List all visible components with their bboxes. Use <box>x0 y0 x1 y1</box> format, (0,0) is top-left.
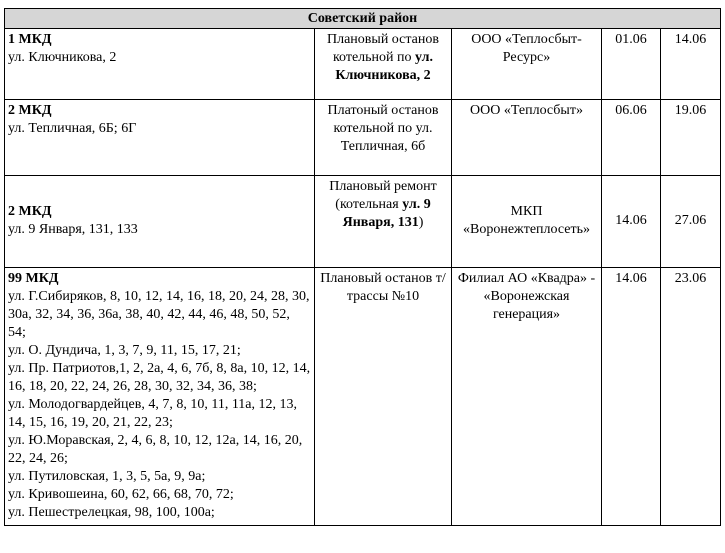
end-date: 19.06 <box>674 103 707 118</box>
address-line: ул. Кривошеина, 60, 62, 66, 68, 70, 72; <box>8 487 234 502</box>
reason-cell <box>315 100 452 176</box>
reason-text: Плановый останов т/трассы №10 <box>320 271 446 304</box>
address-line: ул. Молодогвардейцев, 4, 7, 8, 10, 11, 11а, 12, 13, 14, 15, 16, 19, 20, 21, 22, 23; <box>8 397 298 430</box>
address-line: ул. Г.Сибиряков, 8, 10, 12, 14, 16, 18, 20, 24, 28, 30, 30а, 32, 34, 36, 36а, 38, 40, 42, 44, 46, 48, 50, 52, 54; <box>8 289 310 340</box>
organization-cell <box>452 29 602 100</box>
address-text: ул. 9 Января, 131, 133 <box>8 222 138 237</box>
reason-tail-text: ) <box>418 215 424 230</box>
address-line: ул. Ю.Моравская, 2, 4, 6, 8, 10, 12, 12а, 14, 16, 20, 22, 24, 26; <box>8 433 303 466</box>
organization-cell <box>452 176 602 268</box>
end-date-cell <box>661 176 721 268</box>
building-count: 99 МКД <box>8 271 59 286</box>
address-line: ул. Пешестрелецкая, 98, 100, 100а; <box>8 505 215 520</box>
building-count: 2 МКД <box>8 103 52 118</box>
address-text: ул. Ключникова, 2 <box>8 50 117 65</box>
reason-text: Плановый ремонт (котельная <box>329 179 437 212</box>
end-date: 27.06 <box>674 213 707 228</box>
reason-cell <box>315 29 452 100</box>
end-date-cell <box>661 29 721 100</box>
organization-cell <box>452 268 602 526</box>
organization-name: ООО «Теплосбыт» <box>470 103 583 118</box>
address-line: ул. Путиловская, 1, 3, 5, 5а, 9, 9а; <box>8 469 206 484</box>
organization-name: Филиал АО «Квадра» - «Воронежская генерация» <box>457 271 596 322</box>
start-date: 01.06 <box>615 32 647 47</box>
table-row <box>5 176 721 268</box>
reason-bold-text: ул. 9 Января, 131 <box>342 197 431 230</box>
organization-cell <box>452 100 602 176</box>
address-cell <box>5 100 315 176</box>
address-text: ул. Тепличная, 6Б; 6Г <box>8 121 137 136</box>
start-date-cell <box>602 29 661 100</box>
table-row <box>5 100 721 176</box>
reason-text: Платоный останов котельной по ул. Тепличная, 6б <box>327 103 439 154</box>
start-date-cell <box>602 100 661 176</box>
reason-text: Плановый останов котельной по <box>327 32 439 65</box>
building-count: 1 МКД <box>8 32 52 47</box>
table-row <box>5 268 721 526</box>
start-date-cell <box>602 268 661 526</box>
district-header-row <box>5 9 721 29</box>
outage-schedule-table <box>4 8 721 526</box>
address-line: ул. О. Дундича, 1, 3, 7, 9, 11, 15, 17, 21; <box>8 343 241 358</box>
end-date-cell <box>661 268 721 526</box>
organization-name: МКП «Воронежтеплосеть» <box>463 204 590 237</box>
end-date-cell <box>661 100 721 176</box>
building-count: 2 МКД <box>8 204 52 219</box>
reason-cell <box>315 176 452 268</box>
end-date: 14.06 <box>674 32 707 47</box>
start-date: 14.06 <box>615 271 647 286</box>
end-date: 23.06 <box>674 271 707 286</box>
address-cell <box>5 268 315 526</box>
district-name: Советский район <box>5 9 721 29</box>
address-line: ул. Пр. Патриотов,1, 2, 2а, 4, 6, 7б, 8, 8а, 10, 12, 14, 16, 18, 20, 22, 24, 26, 28, 30, 32, 34, 36, 38; <box>8 361 311 394</box>
start-date-cell <box>602 176 661 268</box>
start-date: 14.06 <box>615 213 647 228</box>
address-cell <box>5 29 315 100</box>
reason-bold-text: ул. Ключникова, 2 <box>335 50 434 83</box>
organization-name: ООО «Теплосбыт-Ресурс» <box>471 32 582 65</box>
reason-cell <box>315 268 452 526</box>
start-date: 06.06 <box>615 103 647 118</box>
address-cell <box>5 176 315 268</box>
table-row <box>5 29 721 100</box>
